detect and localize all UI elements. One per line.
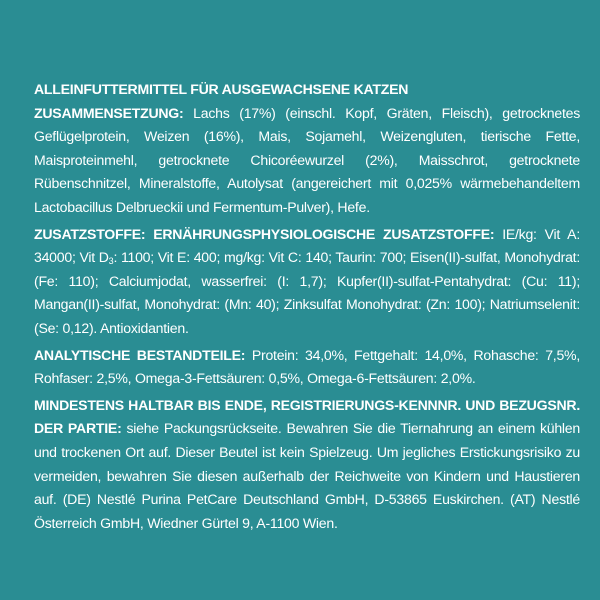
product-title: ALLEINFUTTERMITTEL FÜR AUSGEWACHSENE KATZEN — [34, 81, 409, 97]
shelf-life-text: siehe Packungsrückseite. Bewahren Sie die Tiernahrung an einem kühlen und trockenen Ort auf. Dieser Beutel ist kein Spielzeug. Um jegliches Erstickungsrisiko zu vermeiden, bewahren Sie diesen außerhalb der Reichweite von Kindern und Haustieren auf. (DE) Nestlé Purina PetCare Deutschland GmbH, D-53865 Euskirchen. (AT) Nestlé Österreich GmbH, Wiedner Gürtel 9, A-1100 Wien. — [34, 420, 580, 531]
composition-text: Lachs (17%) (einschl. Kopf, Gräten, Fleisch), getrocknetes Geflügelprotein, Weizen (16%), Mais, Sojamehl, Weizengluten, tierische Fette, Maisproteinmehl, getrocknete Chicoréewurzel (2%), Maisschrot, getrocknete Rübenschnitzel, Mineralstoffe, Autolysat (angereichert mit 0,025% wärmebehandeltem Lactobacillus Delbrueckii und Fermentum-Pulver), Hefe. — [34, 104, 580, 215]
additives-text-rest: : 1100; Vit E: 400; mg/kg: Vit C: 140; Taurin: 700; Eisen(II)-sulfat, Monohydrat: (Fe: 110); Calciumjodat, wasserfrei: (I: 1,7); Kupfer(II)-sulfat-Pentahydrat: (Cu: 11); Mangan(II)-sulfat, Monohydrat: (Mn: 40); Zinksulfat Monohydrat: (Zn: 100); Natriumselenit: (Se: 0,12). Antioxidantien. — [34, 249, 580, 336]
additives-heading: ZUSATZSTOFFE: ERNÄHRUNGSPHYSIOLOGISCHE ZUSATZSTOFFE: — [34, 225, 495, 242]
vitamin-d-subscript: 3 — [108, 256, 114, 267]
additives-text-start: IE/kg: Vit A: 34000; Vit D — [34, 225, 580, 266]
shelf-life-section — [34, 394, 580, 536]
composition-heading: ZUSAMMENSETZUNG: — [34, 104, 184, 121]
analytical-section — [34, 344, 580, 391]
analytical-heading: ANALYTISCHE BESTANDTEILE: — [34, 346, 246, 363]
additives-section — [34, 223, 580, 341]
shelf-life-heading: MINDESTENS HALTBAR BIS ENDE, REGISTRIERUNGS-KENNNR. UND BEZUGSNR. DER PARTIE: — [34, 396, 580, 437]
analytical-text: Protein: 34,0%, Fettgehalt: 14,0%, Rohasche: 7,5%, Rohfaser: 2,5%, Omega-3-Fettsäuren: 0,5%, Omega-6-Fettsäuren: 2,0%. — [34, 346, 580, 387]
composition-section — [34, 102, 580, 220]
